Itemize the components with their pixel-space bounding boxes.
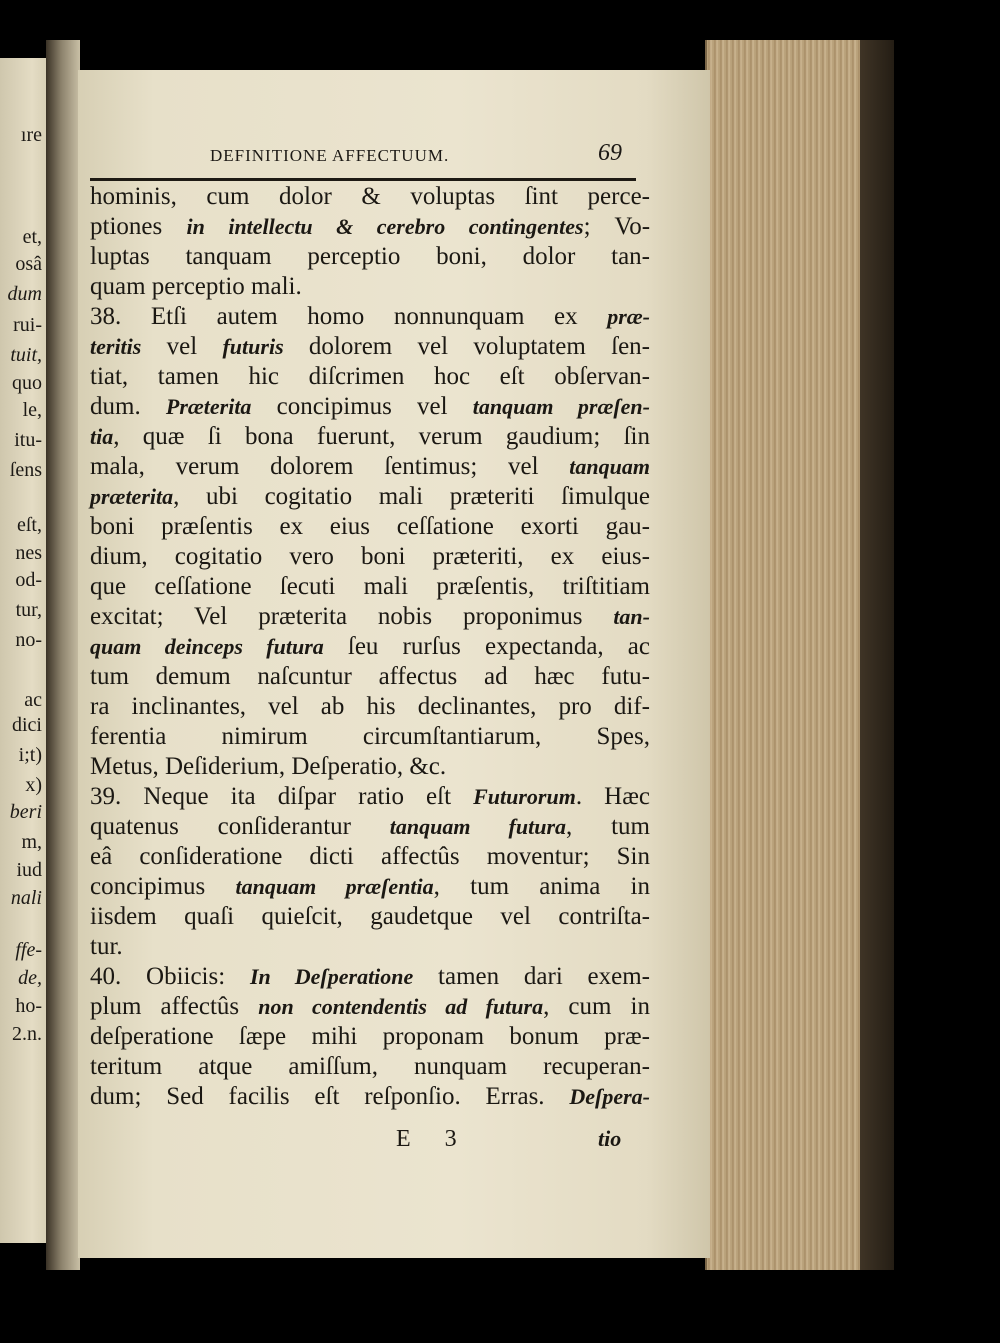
text-segment: . Hæc bbox=[575, 783, 650, 810]
text-line bbox=[90, 1022, 650, 1052]
page-block-edge bbox=[705, 40, 867, 1270]
italic-segment: tia bbox=[90, 424, 114, 449]
italic-segment: non contendentis ad futura bbox=[258, 994, 544, 1019]
text-line bbox=[90, 662, 650, 692]
facing-page-text: nes bbox=[15, 542, 42, 564]
italic-segment: Futurorum bbox=[473, 784, 576, 809]
book-gutter bbox=[46, 40, 80, 1270]
facing-page-text: nali bbox=[10, 887, 42, 909]
text-line bbox=[90, 932, 650, 962]
facing-page-text: ffe- bbox=[15, 939, 42, 961]
facing-page-text: ſens bbox=[9, 459, 42, 481]
text-segment: teritum atque amiſſum, nunquam recuperan- bbox=[90, 1053, 650, 1080]
text-segment: quam perceptio mali. bbox=[90, 273, 302, 300]
facing-page-text: i;t) bbox=[18, 744, 42, 766]
text-segment: eâ conſideratione dicti affectûs moventur; Sin bbox=[90, 843, 650, 870]
text-segment: tum demum naſcuntur affectus ad hæc futu- bbox=[90, 663, 650, 690]
text-line bbox=[90, 602, 650, 632]
facing-page-text: le, bbox=[22, 399, 42, 421]
facing-page-text: dici bbox=[12, 714, 42, 736]
facing-page-text: osâ bbox=[15, 253, 42, 275]
facing-page-text: tuit, bbox=[10, 344, 42, 366]
facing-page-text: dum bbox=[7, 283, 42, 305]
facing-page-text: rui- bbox=[13, 314, 42, 336]
text-line bbox=[90, 722, 650, 752]
text-segment: , quæ ſi bona fuerunt, verum gaudium; ſin bbox=[113, 423, 650, 450]
page-number: 69 bbox=[598, 140, 622, 166]
text-line bbox=[90, 992, 650, 1022]
text-line bbox=[90, 842, 650, 872]
text-line bbox=[90, 752, 650, 782]
text-line bbox=[90, 872, 650, 902]
text-line bbox=[90, 482, 650, 512]
text-line bbox=[90, 692, 650, 722]
text-line bbox=[90, 1082, 650, 1112]
italic-segment: tanquam futura bbox=[389, 814, 567, 839]
text-segment: tiat, tamen hic diſcrimen hoc eſt obſervan- bbox=[90, 363, 650, 390]
text-segment: quatenus conſiderantur bbox=[90, 813, 390, 840]
text-segment: hominis, cum dolor & voluptas ſint perce- bbox=[90, 183, 650, 210]
text-segment: boni præſentis ex eius ceſſatione exorti gau- bbox=[90, 513, 650, 540]
facing-page-text: ho- bbox=[15, 995, 42, 1017]
italic-segment: præterita bbox=[90, 484, 174, 509]
text-segment: , cum in bbox=[543, 993, 651, 1020]
italic-segment: teritis bbox=[90, 334, 142, 359]
text-line bbox=[90, 422, 650, 452]
italic-segment: præ- bbox=[607, 304, 650, 329]
text-segment: ; Vo- bbox=[583, 213, 651, 240]
facing-page-text: m, bbox=[21, 831, 42, 853]
italic-segment: Deſpera- bbox=[569, 1084, 650, 1109]
facing-page-text: x) bbox=[25, 774, 42, 796]
italic-segment: tanquam præſen- bbox=[472, 394, 650, 419]
text-line bbox=[90, 332, 650, 362]
facing-page-text: tur, bbox=[15, 599, 42, 621]
text-line bbox=[90, 1052, 650, 1082]
text-segment: deſperatione ſæpe mihi proponam bonum præ- bbox=[90, 1023, 650, 1050]
text-line bbox=[90, 632, 650, 662]
facing-page-text: de, bbox=[18, 967, 42, 989]
text-segment: , ubi cogitatio mali præteriti ſimulque bbox=[173, 483, 650, 510]
text-segment: ſeu rurſus expectanda, ac bbox=[323, 633, 650, 660]
italic-segment: Præterita bbox=[165, 394, 252, 419]
facing-page-text: itu- bbox=[14, 429, 42, 451]
facing-page-text: 2.n. bbox=[12, 1023, 42, 1045]
text-line bbox=[90, 812, 650, 842]
text-segment: Metus, Deſiderium, Deſperatio, &c. bbox=[90, 753, 447, 780]
text-line bbox=[90, 392, 650, 422]
text-segment: 39. Neque ita diſpar ratio eſt bbox=[90, 783, 474, 810]
facing-page-text: ac bbox=[24, 689, 42, 711]
text-line bbox=[90, 302, 650, 332]
text-line bbox=[90, 452, 650, 482]
italic-segment: In Deſperatione bbox=[249, 964, 414, 989]
text-segment: tamen dari exem- bbox=[413, 963, 651, 990]
text-segment: , tum anima in bbox=[433, 873, 650, 900]
header-rule bbox=[90, 178, 636, 181]
text-line bbox=[90, 782, 650, 812]
text-segment: mala, verum dolorem ſentimus; vel bbox=[90, 453, 570, 480]
italic-segment: tanquam præſentia bbox=[235, 874, 434, 899]
facing-page-text: eſt, bbox=[17, 514, 42, 536]
text-segment: iisdem quaſi quieſcit, gaudetque vel contriſta- bbox=[90, 903, 650, 930]
italic-segment: in intellectu & cerebro contingentes bbox=[186, 214, 584, 239]
text-line bbox=[90, 572, 650, 602]
text-line bbox=[90, 242, 650, 272]
italic-segment: tanquam bbox=[569, 454, 650, 479]
text-segment: ra inclinantes, vel ab his declinantes, pro dif- bbox=[90, 693, 650, 720]
text-segment: 40. Obiicis: bbox=[90, 963, 250, 990]
text-segment: tur. bbox=[90, 933, 123, 960]
text-segment: , tum bbox=[566, 813, 650, 840]
text-line bbox=[90, 962, 650, 992]
text-segment: ptiones bbox=[90, 213, 187, 240]
text-segment: ferentia nimirum circumſtantiarum, Spes, bbox=[90, 723, 650, 750]
text-line bbox=[90, 362, 650, 392]
facing-page-text: quo bbox=[12, 372, 42, 394]
facing-page-text: od- bbox=[15, 569, 42, 591]
italic-segment: quam deinceps futura bbox=[90, 634, 324, 659]
facing-page-text: ıre bbox=[20, 124, 42, 146]
text-line bbox=[90, 182, 650, 212]
text-segment: concipimus vel bbox=[251, 393, 473, 420]
catchword: tio bbox=[598, 1126, 622, 1151]
text-segment: 38. Etſi autem homo nonnunquam ex bbox=[90, 303, 608, 330]
text-segment: dolorem vel voluptatem ſen- bbox=[283, 333, 651, 360]
facing-page-text: beri bbox=[9, 801, 42, 823]
text-segment: dum. bbox=[90, 393, 166, 420]
book-cover-edge bbox=[860, 40, 894, 1270]
text-segment: plum affectûs bbox=[90, 993, 259, 1020]
facing-page-text: et, bbox=[22, 226, 42, 248]
text-line bbox=[90, 212, 650, 242]
italic-segment: tan- bbox=[613, 604, 650, 629]
running-title: DEFINITIONE AFFECTUUM. bbox=[210, 146, 450, 165]
text-segment: concipimus bbox=[90, 873, 236, 900]
text-segment: que ceſſatione ſecuti mali præſentis, triſtitiam bbox=[90, 573, 650, 600]
text-line bbox=[90, 512, 650, 542]
facing-page-fragment bbox=[0, 58, 48, 1243]
text-line bbox=[90, 902, 650, 932]
body-text bbox=[90, 182, 650, 1112]
facing-page-text: iud bbox=[16, 859, 42, 881]
text-segment: excitat; Vel præterita nobis proponimus bbox=[90, 603, 614, 630]
text-segment: dum; Sed facilis eſt reſponſio. Erras. bbox=[90, 1083, 570, 1110]
text-segment: vel bbox=[141, 333, 223, 360]
facing-page-text: no- bbox=[15, 629, 42, 651]
italic-segment: futuris bbox=[222, 334, 284, 359]
text-line bbox=[90, 272, 650, 302]
text-segment: dium, cogitatio vero boni præteriti, ex eius- bbox=[90, 543, 650, 570]
text-line bbox=[90, 542, 650, 572]
text-segment: luptas tanquam perceptio boni, dolor tan- bbox=[90, 243, 650, 270]
signature-mark: E 3 bbox=[396, 1126, 471, 1152]
